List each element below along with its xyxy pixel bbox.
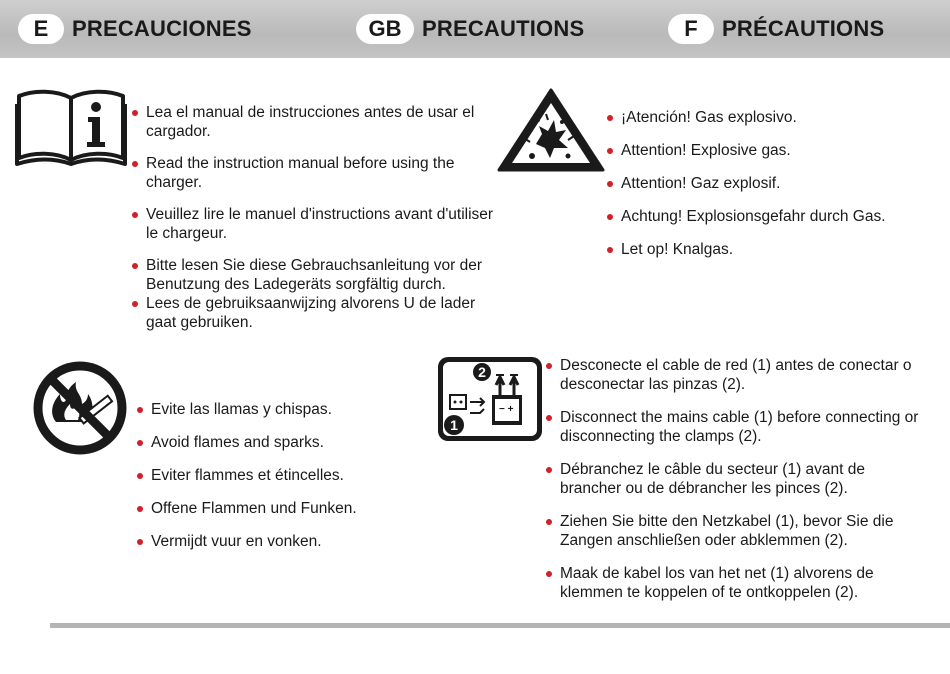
explosive-gas-warning-icon	[496, 86, 606, 174]
list-item: Desconecte el cable de red (1) antes de conectar o desconectar las pinzas (2).	[546, 356, 926, 394]
icon-label-1: 1	[450, 417, 458, 433]
lang-title: PRECAUCIONES	[72, 16, 252, 41]
explosive-precautions-list	[607, 108, 937, 259]
disconnect-cable-icon	[436, 355, 544, 443]
list-item: Ziehen Sie bitte den Netzkabel (1), bevor Sie die Zangen anschließen oder abklemmen (2).	[546, 512, 926, 550]
bottom-divider	[50, 623, 950, 628]
list-item: Avoid flames and sparks.	[137, 433, 427, 452]
lang-badge: E	[18, 14, 64, 44]
list-item: Débranchez le câble du secteur (1) avant de brancher ou de débrancher les pinces (2).	[546, 460, 926, 498]
no-flames-icon	[32, 360, 128, 456]
list-item: Eviter flammes et étincelles.	[137, 466, 427, 485]
list-item: Vermijdt vuur en vonken.	[137, 532, 427, 551]
lang-title: PRECAUTIONS	[422, 16, 585, 41]
flames-precautions-list	[137, 400, 427, 551]
lang-heading-es	[18, 10, 252, 48]
lang-title: PRÉCAUTIONS	[722, 16, 885, 41]
instruction-manual-icon	[14, 84, 128, 166]
list-item: Attention! Explosive gas.	[607, 141, 937, 160]
lang-badge: F	[668, 14, 714, 44]
list-item: Evite las llamas y chispas.	[137, 400, 427, 419]
icon-label-2: 2	[478, 364, 486, 380]
lang-badge: GB	[356, 14, 414, 44]
manual-precautions-list	[132, 103, 494, 332]
list-item: Offene Flammen und Funken.	[137, 499, 427, 518]
list-item: Bitte lesen Sie diese Gebrauchsanleitung vor der Benutzung des Ladegeräts sorgfältig durch.	[132, 256, 494, 294]
svg-text:− +: − +	[499, 404, 514, 415]
list-item: Read the instruction manual before using the charger.	[132, 154, 494, 192]
list-item: Let op! Knalgas.	[607, 240, 937, 259]
list-item: Lea el manual de instrucciones antes de usar el cargador.	[132, 103, 494, 141]
lang-heading-gb	[356, 10, 584, 48]
list-item: Disconnect the mains cable (1) before connecting or disconnecting the clamps (2).	[546, 408, 926, 446]
disconnect-precautions-list	[546, 356, 926, 602]
list-item: Maak de kabel los van het net (1) alvorens de klemmen te koppelen of te ontkoppelen (2).	[546, 564, 926, 602]
header-bar	[0, 0, 950, 58]
list-item: Achtung! Explosionsgefahr durch Gas.	[607, 207, 937, 226]
lang-heading-fr	[668, 10, 884, 48]
list-item: Lees de gebruiksaanwijzing alvorens U de lader gaat gebruiken.	[132, 294, 494, 332]
list-item: Veuillez lire le manuel d'instructions avant d'utiliser le chargeur.	[132, 205, 494, 243]
list-item: Attention! Gaz explosif.	[607, 174, 937, 193]
list-item: ¡Atención! Gas explosivo.	[607, 108, 937, 127]
